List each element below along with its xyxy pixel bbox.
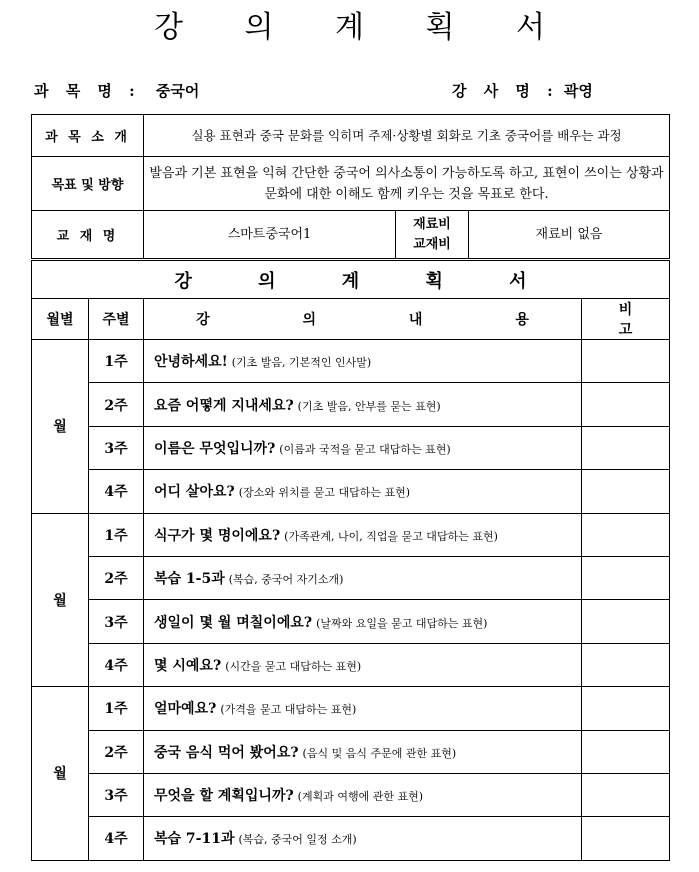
lesson-description: (복습, 중국어 일정 소개) <box>238 833 357 847</box>
schedule-row <box>32 426 670 469</box>
schedule-row <box>32 470 670 513</box>
lesson-description: (이름과 국적을 묻고 대답하는 표현) <box>279 442 451 456</box>
subject-value: 중국어 <box>155 82 200 100</box>
lesson-title: 복습 7-11과 <box>154 831 235 848</box>
note-cell <box>582 470 670 513</box>
week-cell: 2주 <box>89 556 144 599</box>
schedule-row <box>32 556 670 599</box>
goal-value: 발음과 기본 표현을 익혀 간단한 중국어 의사소통이 가능하도록 하고, 표현이 쓰이는 상황과 문화에 대한 이해도 함께 키우는 것을 목표로 한다. <box>144 157 670 211</box>
content-cell <box>144 773 582 816</box>
week-cell: 1주 <box>89 513 144 556</box>
lesson-title: 요즘 어떻게 지내세요? <box>154 397 294 414</box>
content-cell <box>144 513 582 556</box>
lesson-title: 어디 살아요? <box>154 484 235 501</box>
fee-label <box>396 211 469 259</box>
document-title: 강 의 계 획 서 <box>153 10 572 45</box>
content-cell <box>144 340 582 383</box>
lesson-description: (복습, 중국어 자기소개) <box>228 573 344 587</box>
instructor-label: 강 사 명 : <box>452 82 559 100</box>
schedule-row <box>32 383 670 426</box>
note-cell <box>582 600 670 643</box>
lesson-title: 생일이 몇 월 며칠이에요? <box>154 614 313 631</box>
week-header: 주별 <box>89 299 144 340</box>
schedule-row <box>32 340 670 383</box>
month-cell: 월 <box>32 687 89 861</box>
note-cell <box>582 817 670 860</box>
content-cell <box>144 556 582 599</box>
lesson-title: 얼마예요? <box>154 701 217 718</box>
content-cell <box>144 383 582 426</box>
schedule-row <box>32 513 670 556</box>
lesson-title: 몇 시예요? <box>154 657 222 674</box>
instructor-value: 곽영 <box>563 82 593 100</box>
month-cell: 월 <box>32 513 89 687</box>
month-header: 월별 <box>32 299 89 340</box>
week-cell: 3주 <box>89 600 144 643</box>
note-header: 비 고 <box>582 299 670 340</box>
fee-label-material: 재료비 <box>413 216 451 232</box>
content-cell <box>144 470 582 513</box>
content-cell <box>144 687 582 730</box>
instructor-line <box>452 80 593 101</box>
schedule-row <box>32 643 670 686</box>
note-cell <box>582 513 670 556</box>
schedule-table <box>31 260 670 861</box>
week-cell: 3주 <box>89 426 144 469</box>
week-cell: 4주 <box>89 817 144 860</box>
subject-line <box>34 80 199 101</box>
month-cell: 월 <box>32 340 89 514</box>
lesson-title: 복습 1-5과 <box>154 571 225 588</box>
lesson-description: (가격을 묻고 대답하는 표현) <box>220 703 357 717</box>
info-table <box>31 114 670 259</box>
note-cell <box>582 340 670 383</box>
week-cell: 1주 <box>89 687 144 730</box>
week-cell: 2주 <box>89 383 144 426</box>
fee-label-textbook: 교재비 <box>413 236 451 252</box>
overview-label: 과 목 소 개 <box>32 115 144 157</box>
fee-value: 재료비 없음 <box>469 211 670 259</box>
lesson-description: (날짜와 요일을 묻고 대답하는 표현) <box>316 616 488 630</box>
schedule-title: 강 의 계 획 서 <box>32 261 670 299</box>
week-cell: 3주 <box>89 773 144 816</box>
content-cell <box>144 600 582 643</box>
week-cell: 4주 <box>89 643 144 686</box>
note-cell <box>582 426 670 469</box>
content-cell <box>144 426 582 469</box>
lesson-title: 무엇을 할 계획입니까? <box>154 788 294 805</box>
week-cell: 4주 <box>89 470 144 513</box>
lesson-title: 이름은 무엇입니까? <box>154 440 276 457</box>
lesson-description: (장소와 위치를 묻고 대답하는 표현) <box>238 486 411 500</box>
textbook-label: 교 재 명 <box>32 211 144 259</box>
week-cell: 2주 <box>89 730 144 773</box>
textbook-value: 스마트중국어1 <box>144 211 396 259</box>
lesson-description: (기초 발음, 기본적인 인사말) <box>231 356 372 370</box>
lesson-description: (음식 및 음식 주문에 관한 표현) <box>302 746 457 760</box>
note-cell <box>582 383 670 426</box>
schedule-row <box>32 600 670 643</box>
lesson-description: (계획과 여행에 관한 표현) <box>297 790 424 804</box>
lesson-title: 안녕하세요! <box>154 354 228 371</box>
content-cell <box>144 730 582 773</box>
subject-label: 과 목 명 : <box>34 82 141 100</box>
content-header: 강 의 내 용 <box>144 299 582 340</box>
week-cell: 1주 <box>89 340 144 383</box>
note-cell <box>582 730 670 773</box>
note-cell <box>582 643 670 686</box>
overview-value: 실용 표현과 중국 문화를 익히며 주제·상황별 회화로 기초 중국어를 배우는 과정 <box>144 115 670 157</box>
note-cell <box>582 687 670 730</box>
lesson-description: (시간을 묻고 대답하는 표현) <box>225 659 362 673</box>
schedule-row <box>32 687 670 730</box>
content-cell <box>144 643 582 686</box>
note-cell <box>582 773 670 816</box>
lesson-description: (기초 발음, 안부를 묻는 표현) <box>297 399 441 413</box>
content-cell <box>144 817 582 860</box>
lesson-description: (가족관계, 나이, 직업을 묻고 대답하는 표현) <box>284 529 498 543</box>
schedule-row <box>32 730 670 773</box>
goal-label: 목표 및 방향 <box>32 157 144 211</box>
note-cell <box>582 556 670 599</box>
schedule-row <box>32 773 670 816</box>
schedule-row <box>32 817 670 860</box>
lesson-title: 중국 음식 먹어 봤어요? <box>154 744 299 761</box>
lesson-title: 식구가 몇 명이에요? <box>154 527 281 544</box>
